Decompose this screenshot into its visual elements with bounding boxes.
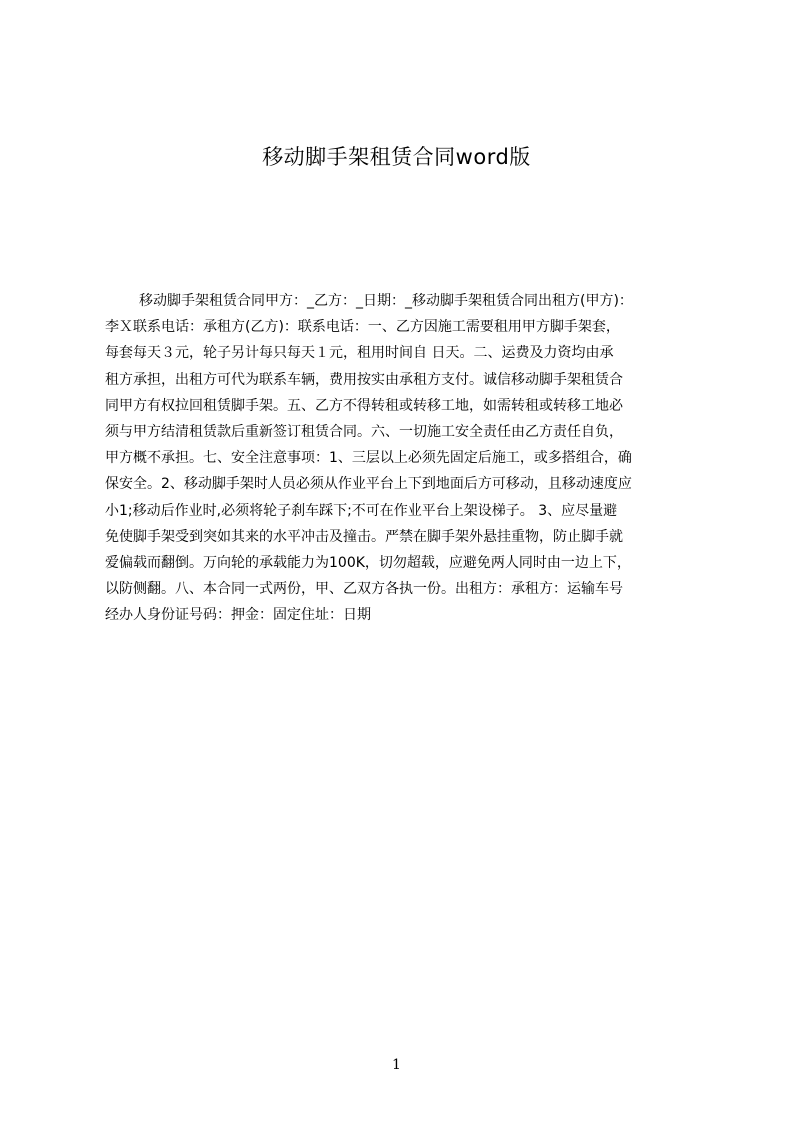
body-line: 爱偏载而翻倒。万向轮的承载能力为100K，切勿超载，应避免两人同时由一边上下， — [105, 554, 631, 571]
body-line: 移动脚手架租赁合同甲方：_乙方：_日期：_移动脚手架租赁合同出租方(甲方)： — [139, 293, 633, 309]
body-line: 每套每天３元，轮子另计每只每天１元，租用时间自 日天。二、运费及力资均由承 — [105, 345, 614, 362]
body-line: 经办人身份证号码：押金：固定住址：日期 — [105, 607, 371, 624]
body-line: 须与甲方结清租赁款后重新签订租赁合同。六、一切施工安全责任由乙方责任自负， — [105, 423, 623, 440]
document-title: 移动脚手架租赁合同word版 — [262, 145, 531, 169]
body-line: 租方承担，出租方可代为联系车辆，费用按实由承租方支付。诚信移动脚手架租赁合 — [105, 371, 623, 388]
body-line: 同甲方有权拉回租赁脚手架。五、乙方不得转租或转移工地，如需转租或转移工地必 — [105, 397, 623, 414]
body-line: 保安全。2、移动脚手架时人员必须从作业平台上下到地面后方可移动，且移动速度应 — [105, 476, 632, 493]
body-line: 小1;移动后作业时,必须将轮子刹车踩下;不可在作业平台上架设梯子。 3、应尽量避 — [105, 502, 618, 519]
body-line: 甲方概不承担。七、安全注意事项：1、三层以上必须先固定后施工，或多搭组合，确 — [105, 450, 632, 467]
body-line: 以防侧翻。八、本合同一式两份，甲、乙双方各执一份。出租方：承租方：运输车号 — [105, 581, 623, 598]
body-line: 免使脚手架受到突如其来的水平冲击及撞击。严禁在脚手架外悬挂重物，防止脚手就 — [105, 528, 623, 545]
body-line: 李Ｘ联系电话：承租方(乙方)：联系电话：一、乙方因施工需要租用甲方脚手架套， — [105, 319, 620, 336]
page-number: 1 — [392, 1057, 401, 1073]
contract-body — [105, 288, 697, 628]
